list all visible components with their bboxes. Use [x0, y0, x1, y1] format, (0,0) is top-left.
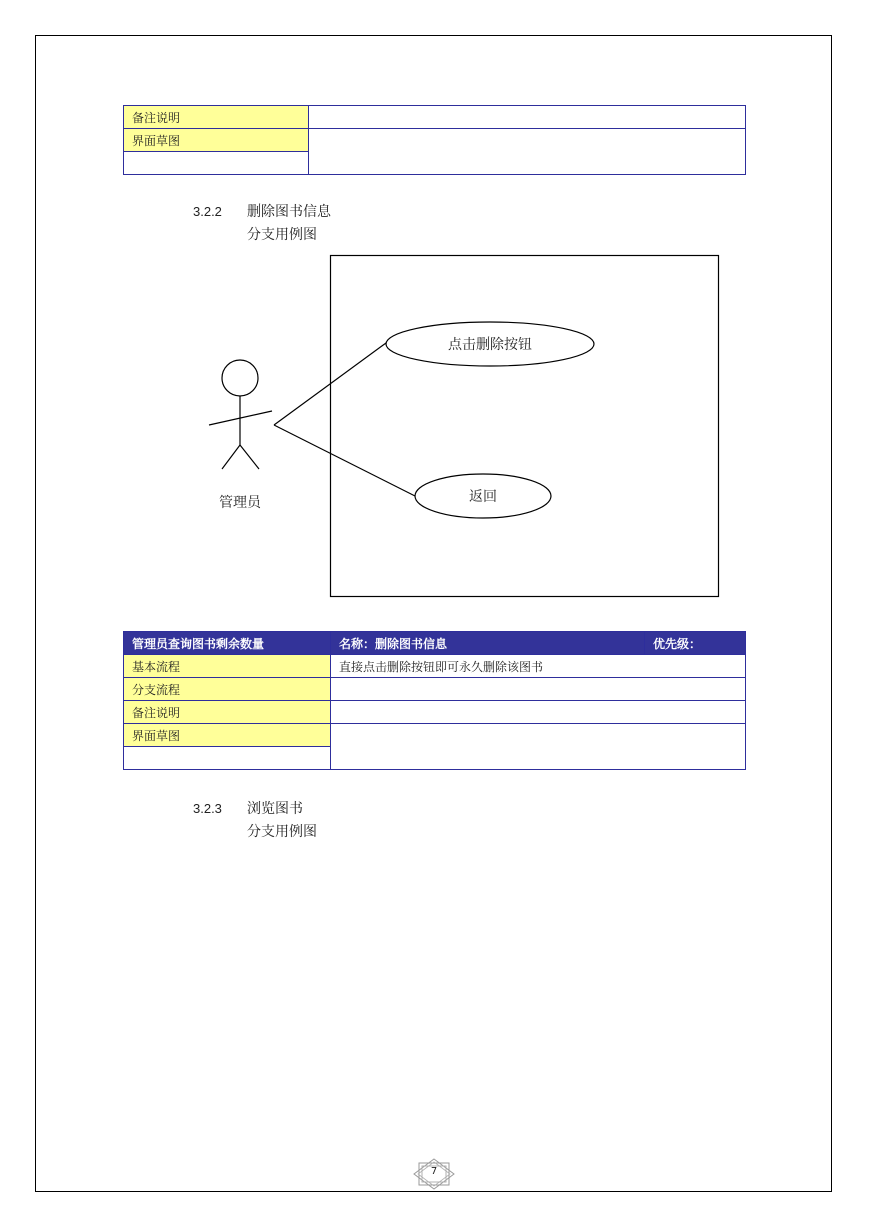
row-value [331, 724, 746, 770]
row-value: 直接点击删除按钮即可永久删除该图书 [331, 655, 746, 678]
page-number-ornament [413, 1158, 455, 1190]
section-number: 3.2.2 [193, 204, 222, 219]
usecase-back-label: 返回 [469, 489, 497, 505]
row-label: 界面草图 [124, 129, 309, 152]
row-label: 备注说明 [124, 106, 309, 129]
row-value [331, 701, 746, 724]
row-label: 界面草图 [124, 724, 331, 747]
table-row [124, 724, 746, 747]
table-header-row [124, 632, 746, 655]
row-label: 基本流程 [124, 655, 331, 678]
usecase-table [123, 631, 746, 770]
row-label: 备注说明 [124, 701, 331, 724]
actor-label: 管理员 [219, 495, 261, 511]
section-subtitle: 分支用例图 [247, 824, 317, 840]
row-value [331, 678, 746, 701]
table-row [124, 678, 746, 701]
table-row [124, 701, 746, 724]
blank-cell [124, 747, 331, 770]
section-title: 删除图书信息 [247, 204, 331, 220]
row-label: 分支流程 [124, 678, 331, 701]
section-heading [193, 798, 303, 818]
page-number: 7 [430, 1166, 438, 1177]
header-usecase: 管理员查询图书剩余数量 [124, 632, 331, 655]
table-row [124, 655, 746, 678]
actor-figure [209, 360, 272, 469]
section-number: 3.2.3 [193, 801, 222, 816]
section-title: 浏览图书 [247, 801, 303, 817]
actor-head [222, 360, 258, 396]
usecase-delete-label: 点击删除按钮 [448, 337, 532, 353]
header-priority: 优先级： [645, 632, 746, 655]
system-boundary [331, 256, 719, 597]
association-back [274, 425, 415, 496]
header-name: 名称：删除图书信息 [331, 632, 645, 655]
section-subtitle: 分支用例图 [247, 227, 317, 243]
